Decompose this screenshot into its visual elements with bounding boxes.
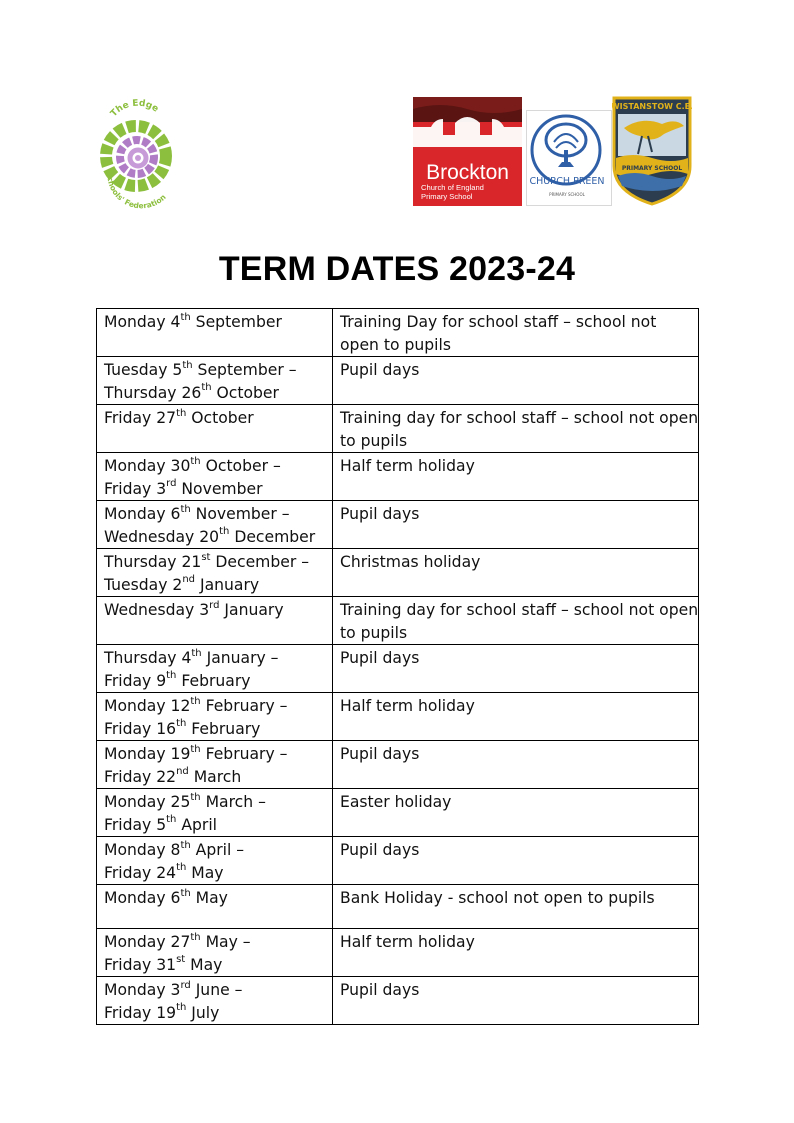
date-day: Monday 3: [104, 981, 181, 999]
svg-text:Schools' Federation: [105, 172, 167, 210]
ordinal-suffix: nd: [176, 766, 189, 778]
brockton-school-logo: [413, 97, 522, 206]
date-line: [104, 647, 325, 670]
date-line: [104, 862, 325, 885]
date-month: April: [176, 815, 218, 834]
date-month: September: [190, 313, 282, 331]
date-cell: [97, 357, 333, 405]
date-month: February –: [200, 745, 288, 763]
date-line: [104, 743, 325, 766]
date-line: [104, 791, 325, 814]
date-day: Wednesday 3: [104, 601, 210, 619]
date-cell: [97, 837, 333, 885]
date-line: [104, 407, 325, 430]
wistanstow-name: WISTANSTOW C.E.: [612, 102, 692, 111]
brockton-line2: Primary School: [421, 192, 473, 201]
ordinal-suffix: th: [190, 455, 201, 467]
brockton-line1: Church of England: [421, 183, 484, 192]
event-cell: [333, 789, 699, 837]
ordinal-suffix: th: [191, 647, 202, 659]
event-line: to pupils: [340, 431, 408, 450]
event-line: Pupil days: [340, 505, 420, 523]
brockton-name: Brockton: [426, 161, 509, 184]
table-row: [97, 837, 699, 885]
date-cell: [97, 741, 333, 789]
ordinal-suffix: th: [166, 670, 177, 682]
ordinal-suffix: th: [190, 743, 201, 755]
date-line: [104, 551, 325, 574]
table-row: [97, 789, 699, 837]
event-line: to pupils: [340, 623, 408, 642]
date-day: Thursday 4: [104, 649, 192, 667]
date-line: [104, 718, 325, 741]
table-row: [97, 549, 699, 597]
event-line: Christmas holiday: [340, 553, 481, 571]
event-cell: [333, 837, 699, 885]
date-month: March: [188, 767, 242, 786]
wistanstow-sub: PRIMARY SCHOOL: [621, 165, 683, 172]
date-day: Monday 30: [104, 457, 191, 475]
date-day: Friday 5: [104, 815, 167, 834]
date-month: March –: [200, 793, 266, 811]
date-month: December –: [210, 553, 310, 571]
date-month: October: [186, 409, 254, 427]
date-line: [104, 766, 325, 789]
ordinal-suffix: th: [176, 1002, 187, 1014]
date-month: October –: [200, 457, 281, 475]
date-day: Monday 19: [104, 745, 191, 763]
term-dates-body: [97, 309, 699, 1025]
date-day: Friday 3: [104, 479, 167, 498]
event-cell: [333, 453, 699, 501]
ordinal-suffix: th: [180, 311, 191, 323]
ordinal-suffix: th: [180, 887, 191, 899]
date-month: June –: [190, 981, 243, 999]
event-cell: [333, 405, 699, 453]
date-month: January: [219, 601, 284, 619]
date-cell: [97, 693, 333, 741]
event-line: open to pupils: [340, 335, 451, 354]
event-line: Pupil days: [340, 361, 420, 379]
edge-federation-logo: [96, 98, 178, 210]
date-day: Monday 27: [104, 933, 191, 951]
date-month: November –: [190, 505, 290, 523]
event-cell: [333, 741, 699, 789]
event-cell: [333, 929, 699, 977]
table-row: [97, 405, 699, 453]
date-cell: [97, 501, 333, 549]
event-line: Half term holiday: [340, 697, 475, 715]
date-day: Monday 25: [104, 793, 191, 811]
date-line: [104, 931, 325, 954]
ordinal-suffix: nd: [182, 574, 196, 586]
ordinal-suffix: th: [176, 718, 187, 730]
table-row: [97, 597, 699, 645]
spiral-icon: [106, 126, 166, 186]
ordinal-suffix: th: [180, 503, 191, 515]
ordinal-suffix: th: [190, 791, 201, 803]
date-day: Monday 12: [104, 697, 191, 715]
table-row: [97, 309, 699, 357]
date-cell: [97, 789, 333, 837]
date-month: May –: [200, 933, 251, 951]
date-line: [104, 695, 325, 718]
date-line: [104, 455, 325, 478]
ordinal-suffix: th: [180, 839, 191, 851]
date-cell: [97, 453, 333, 501]
date-line: [104, 1002, 325, 1025]
date-line: [104, 954, 325, 977]
date-line: [104, 359, 325, 382]
event-cell: [333, 693, 699, 741]
table-row: [97, 453, 699, 501]
date-line: [104, 887, 325, 910]
event-line: Training day for school staff – school not open: [340, 409, 699, 427]
ordinal-suffix: th: [219, 526, 230, 538]
date-month: February: [176, 671, 251, 690]
date-month: May: [185, 955, 223, 974]
date-cell: [97, 645, 333, 693]
date-day: Wednesday 20: [104, 527, 220, 546]
event-line: Training day for school staff – school not open: [340, 601, 699, 619]
date-month: May: [186, 863, 224, 882]
event-line: Bank Holiday - school not open to pupils: [340, 889, 655, 907]
date-day: Friday 24: [104, 863, 177, 882]
event-cell: [333, 501, 699, 549]
date-cell: [97, 309, 333, 357]
ordinal-suffix: th: [176, 862, 187, 874]
date-line: [104, 478, 325, 501]
event-cell: [333, 977, 699, 1025]
event-line: Training Day for school staff – school not: [340, 313, 657, 331]
event-line: Pupil days: [340, 841, 420, 859]
event-line: Half term holiday: [340, 457, 475, 475]
event-line: Easter holiday: [340, 793, 452, 811]
date-line: [104, 503, 325, 526]
date-month: January –: [201, 649, 279, 667]
date-day: Friday 22: [104, 767, 177, 786]
date-line: [104, 814, 325, 837]
table-row: [97, 741, 699, 789]
event-cell: [333, 885, 699, 929]
table-row: [97, 645, 699, 693]
date-day: Friday 19: [104, 1003, 177, 1022]
date-cell: [97, 405, 333, 453]
term-dates-table: [96, 308, 699, 1025]
table-row: [97, 501, 699, 549]
table-row: [97, 357, 699, 405]
date-line: [104, 670, 325, 693]
event-line: Pupil days: [340, 745, 420, 763]
date-day: Thursday 26: [104, 383, 202, 402]
date-day: Monday 6: [104, 889, 181, 907]
ordinal-suffix: th: [176, 407, 187, 419]
event-cell: [333, 357, 699, 405]
event-line: Half term holiday: [340, 933, 475, 951]
table-row: [97, 977, 699, 1025]
church-preen-school-logo: [526, 110, 612, 206]
date-month: February: [186, 719, 261, 738]
date-month: September –: [192, 361, 297, 379]
date-day: Thursday 21: [104, 553, 202, 571]
date-month: May: [190, 889, 228, 907]
date-day: Monday 6: [104, 505, 181, 523]
date-day: Friday 27: [104, 409, 177, 427]
date-line: [104, 599, 325, 622]
church-preen-sub: PRIMARY SCHOOL: [549, 192, 585, 197]
date-month: February –: [200, 697, 288, 715]
date-day: Tuesday 5: [104, 361, 183, 379]
table-row: [97, 693, 699, 741]
ordinal-suffix: th: [201, 382, 212, 394]
date-day: Monday 8: [104, 841, 181, 859]
church-preen-name: CHURCH PREEN: [529, 176, 605, 187]
date-cell: [97, 977, 333, 1025]
event-line: Pupil days: [340, 649, 420, 667]
date-month: July: [186, 1003, 220, 1022]
ordinal-suffix: st: [201, 551, 211, 563]
date-cell: [97, 885, 333, 929]
date-day: Monday 4: [104, 313, 181, 331]
edge-logo-top-text: The Edge: [108, 98, 161, 120]
date-day: Friday 16: [104, 719, 177, 738]
ordinal-suffix: rd: [180, 979, 191, 991]
date-line: [104, 311, 325, 334]
ordinal-suffix: th: [190, 931, 201, 943]
event-line: Pupil days: [340, 981, 420, 999]
ordinal-suffix: rd: [166, 478, 177, 490]
table-row: [97, 885, 699, 929]
date-day: Tuesday 2: [104, 575, 183, 594]
ordinal-suffix: th: [190, 695, 201, 707]
ordinal-suffix: st: [176, 954, 186, 966]
date-day: Friday 9: [104, 671, 167, 690]
date-month: December: [229, 527, 316, 546]
table-row: [97, 929, 699, 977]
date-month: April –: [190, 841, 245, 859]
date-day: Friday 31: [104, 955, 177, 974]
date-month: October: [211, 383, 279, 402]
event-cell: [333, 597, 699, 645]
date-cell: [97, 549, 333, 597]
date-line: [104, 979, 325, 1002]
event-cell: [333, 549, 699, 597]
date-cell: [97, 597, 333, 645]
ordinal-suffix: rd: [209, 599, 220, 611]
ordinal-suffix: th: [166, 814, 177, 826]
date-month: November: [176, 479, 263, 498]
svg-text:The Edge: [109, 99, 160, 120]
ordinal-suffix: th: [182, 359, 193, 371]
date-cell: [97, 929, 333, 977]
page-title: TERM DATES 2023-24: [218, 250, 576, 288]
date-line: [104, 526, 325, 549]
date-line: [104, 574, 325, 597]
date-month: January: [195, 575, 260, 594]
wistanstow-school-logo: [612, 96, 692, 206]
date-line: [104, 839, 325, 862]
date-line: [104, 382, 325, 405]
event-cell: [333, 645, 699, 693]
event-cell: [333, 309, 699, 357]
edge-logo-bottom-text: Schools' Federation: [105, 171, 168, 210]
